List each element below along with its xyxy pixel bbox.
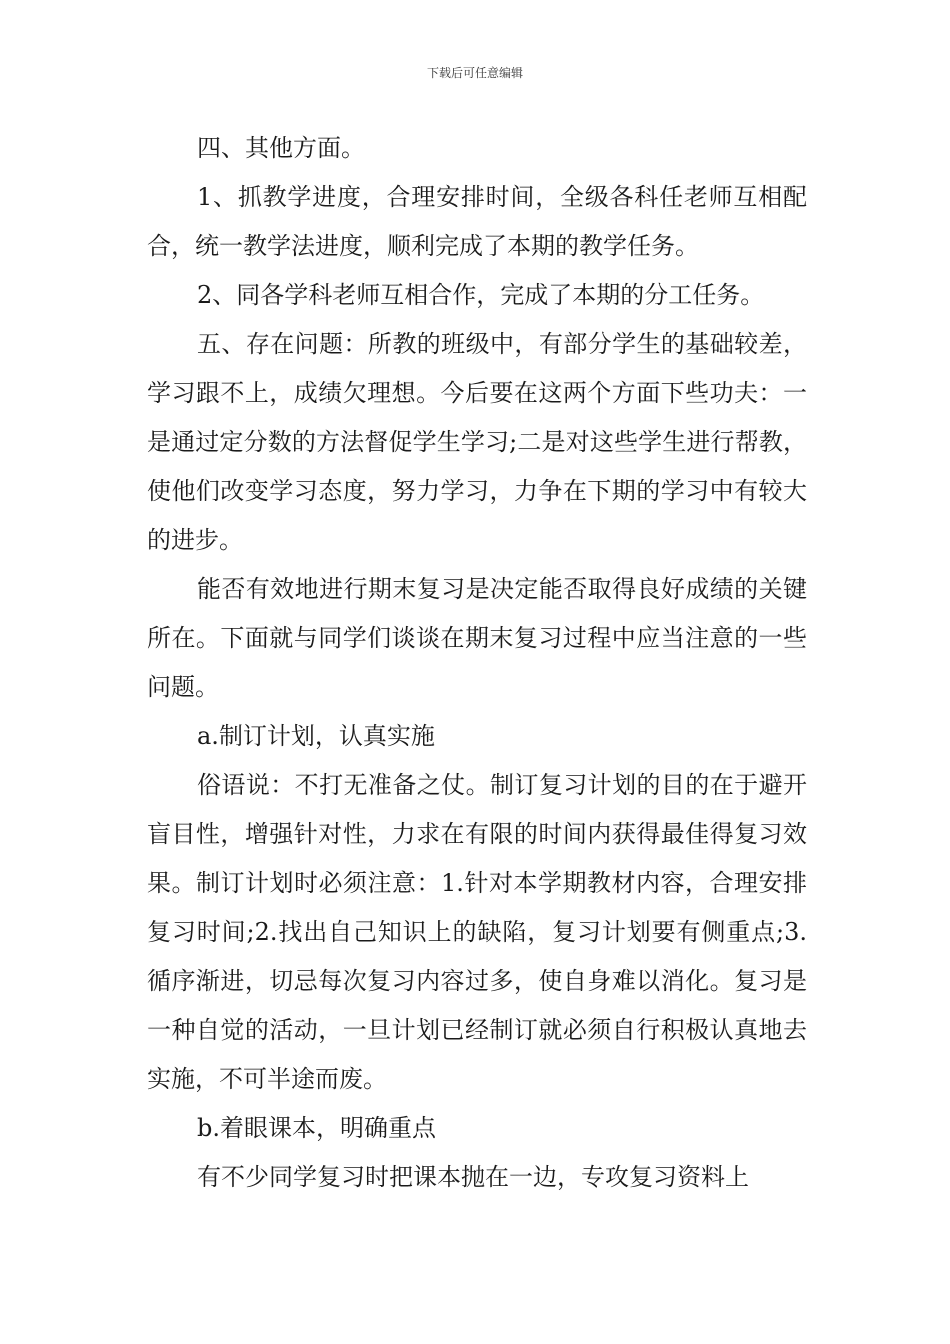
document-body xyxy=(147,124,807,1202)
subheading-focus-textbook: b.着眼课本，明确重点 xyxy=(197,1114,436,1142)
section-heading-other: 四、其他方面。 xyxy=(197,134,365,162)
subheading-make-plan: a.制订计划，认真实施 xyxy=(197,722,435,750)
page-header: 下载后可任意编辑 xyxy=(426,66,523,80)
paragraph-cooperation: 2、同各学科老师互相合作，完成了本期的分工任务。 xyxy=(197,281,765,309)
paragraph-teaching-progress: 1、抓教学进度，合理安排时间，全级各科任老师互相配合，统一教学法进度，顺利完成了本期的教学任务。 xyxy=(147,183,807,260)
paragraph-final-review-intro: 能否有效地进行期末复习是决定能否取得良好成绩的关键所在。下面就与同学们谈谈在期末复习过程中应当注意的一些问题。 xyxy=(147,575,807,701)
paragraph-existing-problems: 五、存在问题：所教的班级中，有部分学生的基础较差，学习跟不上，成绩欠理想。今后要在这两个方面下些功夫：一是通过定分数的方法督促学生学习;二是对这些学生进行帮教，使他们改变学习态度，努力学习，力争在下期的学习中有较大的进步。 xyxy=(147,330,807,554)
paragraph-plan-details: 俗语说：不打无准备之仗。制订复习计划的目的在于避开盲目性，增强针对性，力求在有限的时间内获得最佳得复习效果。制订计划时必须注意：1.针对本学期教材内容，合理安排复习时间;2.找出自己知识上的缺陷，复习计划要有侧重点;3.循序渐进，切忌每次复习内容过多，使自身难以消化。复习是一种自觉的活动，一旦计划已经制订就必须自行积极认真地去实施，不可半途而废。 xyxy=(147,771,807,1093)
paragraph-textbook-start: 有不少同学复习时把课本抛在一边，专攻复习资料上 xyxy=(197,1163,749,1191)
